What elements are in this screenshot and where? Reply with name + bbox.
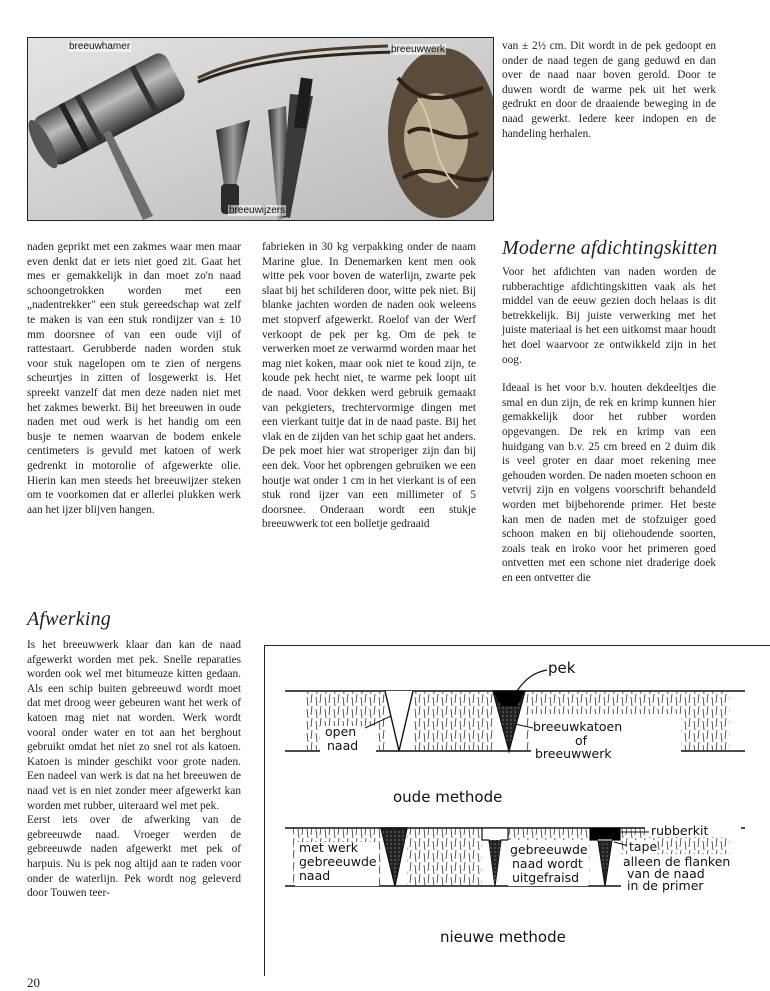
heading-afwerking: Afwerking — [27, 608, 112, 630]
label-naad: naad — [327, 738, 359, 753]
label-of: of — [575, 733, 588, 748]
caulking-diagram — [264, 645, 770, 976]
label-flanken-3: in de primer — [627, 878, 704, 893]
col1-paragraph-2: Is het breeuwwerk klaar dan kan de naad afgewerkt worden met pek. Snelle reparaties worden ook wel met bitumeuze kitten gedaan. Als een schip buiten gebreeuwd wordt moet dat met droog weer gebeuren want het werk of katoen mag niet nat worden. Werk wordt vooral onder water en tot aan het berghout gebruikt omdat het niet zo snel rot als katoen. Katoen is minder geschikt voor grote naden. Een nadeel van werk is dat na het breeuwen de naad vet is en niet zonder meer afgewerkt kan worden met rubber, uiteraard wel met pek. — [27, 639, 241, 812]
col1-paragraph-3: Eerst iets over de afwerking van de gebreeuwde naad. Vroeger werden de gebreeuwde naden afgewerkt met pek of harpuis. Nu is pek nog altijd aan te raden voor onder de waterlijn. Pek wordt nog geleverd door Touwen teer- — [27, 814, 241, 900]
col1-paragraph-1: naden geprikt met een zakmes waar men maar even denkt dat er iets niet goed zit. Gaat het mes er gemakkelijk in dan moet zo'n naad schoongetrokken worden met een „nadentrekker" een stuk gereedschap wat zelf te maken is van een stuk rondijzer van ± 10 mm doorsnee of van een oude vijl of rattestaart. Gerubberde naden worden stuk voor stuk nagelopen om te zien of nergens scheurtjes in zitten of losgewerkt is. Het spreekt vanzelf dat men deze naden niet met het zakmes bewerkt. Bij het breeuwen in oude naden met oud werk is het handig om een busje te nemen waarvan de bodem enkele centimeters is gevuld met katoen of werk gedrenkt in motorolie of afgewerkte olie. Hierin kan men steeds het breeuwijzer steken om te voorkomen dat er allerlei plukken werk aan het ijzer blijven hangen. — [27, 241, 241, 516]
label-flanken-2: van de naad — [627, 866, 705, 881]
diagram-drawing — [265, 646, 770, 976]
column-1-bottom — [27, 638, 241, 901]
column-2 — [262, 240, 476, 532]
heading-moderne-afdichtingskitten: Moderne afdichtingskitten — [502, 237, 718, 259]
col2-paragraph-1: fabrieken in 30 kg verpakking onder de naam Marine glue. In Denemarken kent men ook witte pek voor boven de waterlijn, zwarte pek slaat bij het schilderen door, witte pek niet. Bij blanke jachten worden de naden ook weleens met stopverf afgewerkt. Roelof van der Werf verkoopt de pek per kg. Om de pek te verwerken moet ze verwarmd worden maar het mag niet koken, maar ook niet te koud zijn, te koude pek hecht niet, te warme pek loopt uit de naad. Voor dekken werd gebruik gemaakt van pekgieters, trechtervormige dingen met een vierkant tuitje dat in de naad paste. Bij het vlak en de zijden van het schip gaat het anders. De pek moet hier wat stroperiger zijn dan bij een dek. Voor het opbrengen gebruiken we een houtje wat onder 1 cm in het vierkant is of een stuk rond ijzer van een millimeter of 5 doorsnee. Onderaan wordt een stukje breeuwwerk tot een bolletje gedraaid — [262, 241, 476, 531]
label-tape: tape — [629, 839, 658, 854]
col3-paragraph-2: Voor het afdichten van naden worden de rubberachtige afdichtingskitten vaak als het middel van de eeuw gezien doch helaas is dit betrekkelijk. Bij juiste verwerking met het juiste materiaal is het een uitkomst maar houdt het doel waarvoor ze ontwikkeld zijn in het oog. — [502, 266, 716, 366]
label-open: open — [325, 724, 357, 739]
label-rubberkit: rubberkit — [651, 823, 709, 838]
oakum-bundle — [388, 48, 493, 218]
label-naad-wordt: naad wordt — [512, 856, 583, 871]
new-label-met-werk — [295, 840, 379, 886]
new-label-uitgefraisd — [508, 840, 588, 886]
label-nieuwe-methode: nieuwe methode — [440, 928, 566, 946]
column-3-top — [502, 39, 716, 141]
label-flanken-1: alleen de flanken — [623, 854, 731, 869]
label-breeuwijzers: breeuwijzers — [229, 205, 286, 216]
label-met-werk: met werk — [299, 840, 359, 855]
label-naad-2: naad — [299, 868, 331, 883]
label-oude-methode: oude methode — [393, 788, 503, 806]
label-gebreeuwde-2: gebreeuwde — [510, 842, 588, 857]
label-uitgefraisd: uitgefraisd — [512, 870, 580, 885]
tools-photo — [27, 37, 494, 221]
label-pek: pek — [548, 659, 576, 677]
col3-paragraph-3: Ideaal is het voor b.v. houten dekdeeltjes die smal en dun zijn, de rek en krimp kunnen hier gemakkelijk door het rubber worden opgevangen. De rek en krimp van een huidgang van b.v. 25 cm breed en 2 duim dik is veel groter en daar moet rekening mee gehouden worden. De naden moeten schoon en vetvrij zijn en volgens voorschrift behandeld worden met bijbehorende primer. Het beste kan men de naden met de stofzuiger goed schoon maken en bij oliehoudende soorten, zoals teak en iroko voor het primeren goed ontvetten met een schone niet draderige doek en een ontvetter die — [502, 382, 716, 584]
column-1-top — [27, 240, 241, 517]
label-breeuwkatoen: breeuwkatoen — [533, 719, 623, 734]
label-breeuwwerk: breeuwwerk — [391, 44, 445, 55]
label-breeuwhamer: breeuwhamer — [69, 41, 131, 52]
label-gebreeuwde-1: gebreeuwde — [299, 854, 377, 869]
old-katoen-labels — [515, 714, 681, 762]
column-3-bottom — [502, 265, 716, 585]
page-number: 20 — [27, 975, 40, 990]
label-breeuwwerk-diag: breeuwwerk — [535, 746, 612, 761]
tools-photo-image — [28, 38, 493, 220]
col3-paragraph-1: van ± 2½ cm. Dit wordt in de pek gedoopt en onder de naad tegen de gang geduwd en dan over de naad naar boven gerold. Door te duwen wordt de warme pek uit het werk gedrukt en door de draaiende beweging in de naad gewerkt. Iedere keer indopen en de handeling herhalen. — [502, 40, 716, 140]
